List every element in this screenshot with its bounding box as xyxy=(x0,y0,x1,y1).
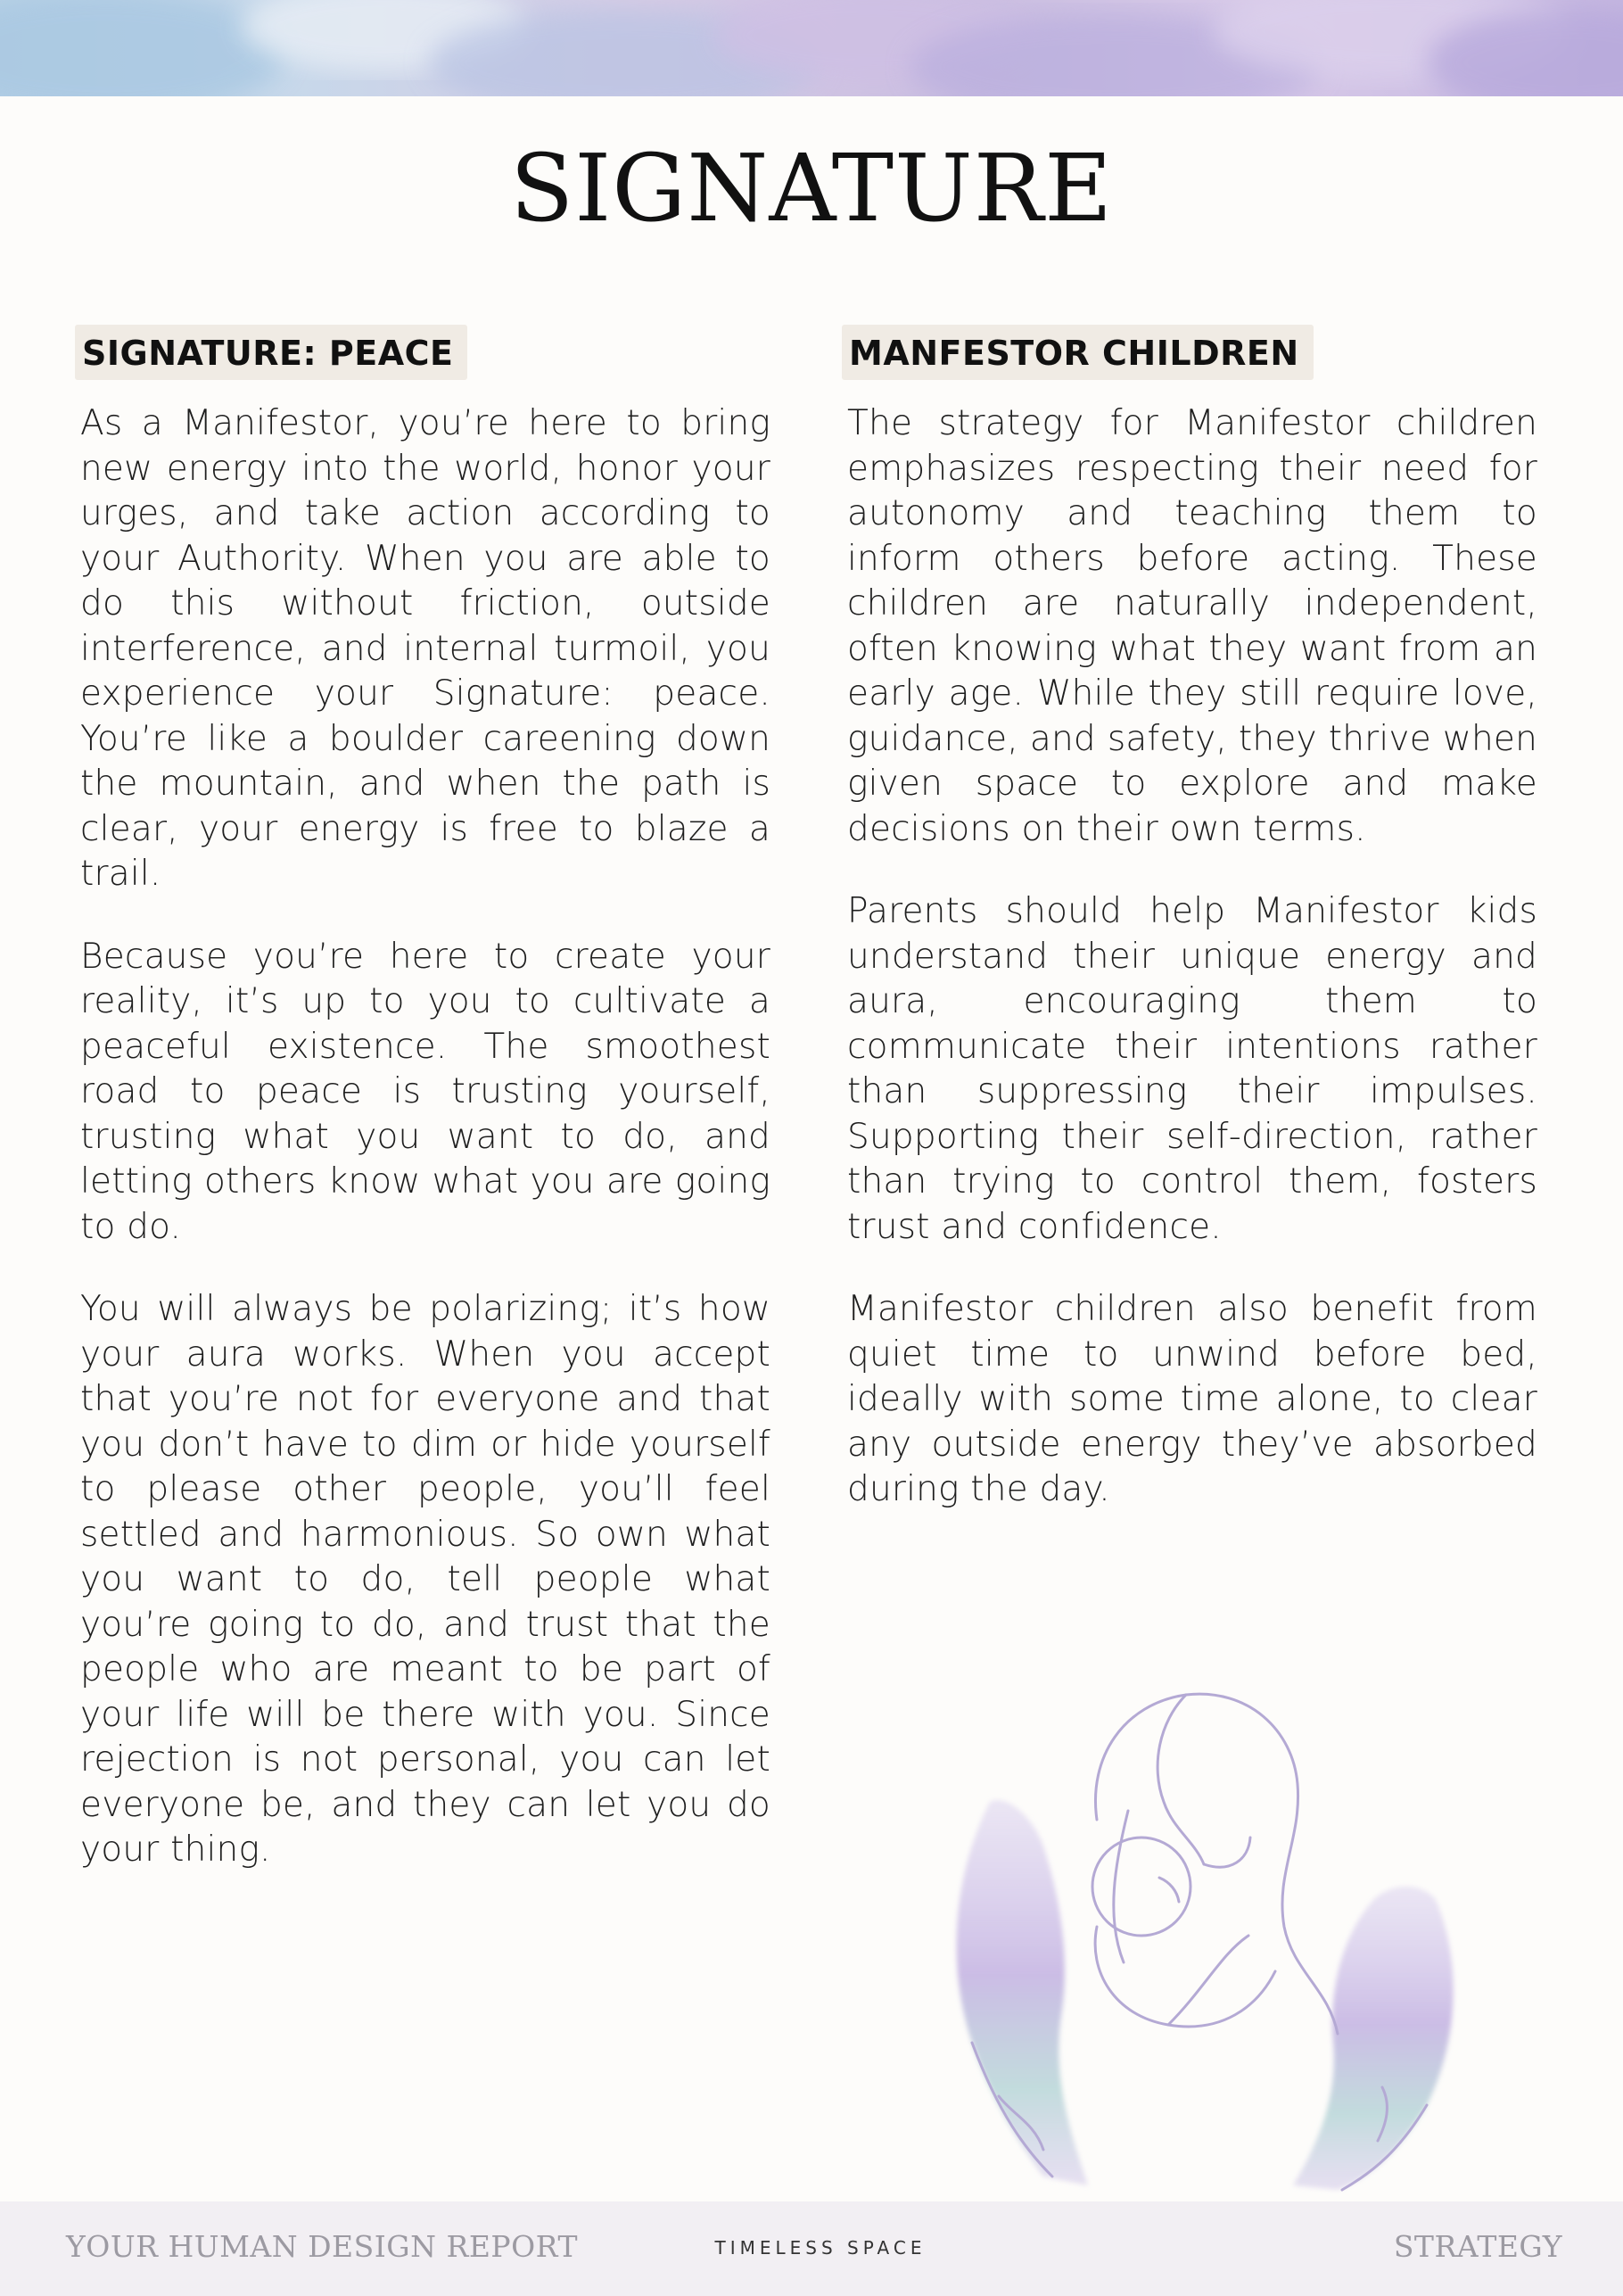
watercolor-banner-texture xyxy=(0,0,1623,96)
mother-child-hands-icon xyxy=(936,1668,1471,2194)
signature-paragraph: You will always be polarizing; it’s how your aura works. When you accept that you’re not for everyone and that you don’t have to dim or hide yourself to please other people, you’ll feel settled and harmonious. So own what you want to do, tell people what you’re going to do, and trust that the people who are meant to be part of your life will be there with you. Since rejection is not personal, you can let everyone be, and they can let you do your thing. xyxy=(80,1289,770,1870)
signature-paragraph: Because you’re here to create your reality, it’s up to you to cultivate a peaceful existence. The smoothest road to peace is trusting yourself, trusting what you want to do, and letting others know what you are going to do. xyxy=(80,936,770,1247)
footer-brand: TIMELESS SPACE xyxy=(714,2237,927,2259)
children-paragraph: Manifestor children also benefit from quiet time to unwind before bed, ideally with some time alone, to clear any outside energy they’ve absorbed during the day. xyxy=(847,1289,1537,1509)
children-heading: MANFESTOR CHILDREN xyxy=(842,325,1314,380)
children-paragraph: Parents should help Manifestor kids understand their unique energy and aura, encouraging them to communicate their intentions rather than suppressing their impulses. Supporting their self-direction, rather than trying to control them, fosters trust and confidence. xyxy=(847,891,1537,1247)
children-section xyxy=(847,325,1537,1550)
mother-child-hands-illustration xyxy=(936,1668,1471,2194)
signature-heading: SIGNATURE: PEACE xyxy=(75,325,467,380)
footer-section-label: STRATEGY xyxy=(1393,2229,1562,2264)
signature-paragraph: As a Manifestor, you’re here to bring new energy into the world, honor your urges, and take action according to your Authority. When you are able to do this without friction, outside interference, and internal turmoil, you experience your Signature: peace. You’re like a boulder careening down the mountain, and when the path is clear, your energy is free to blaze a trail. xyxy=(80,403,770,894)
children-paragraph: The strategy for Manifestor children emphasizes respecting their need for autonomy and teaching them to inform others before acting. These children are naturally independent, often knowing what they want from an early age. While they still require love, guidance, and safety, they thrive when given space to explore and make decisions on their own terms. xyxy=(847,403,1537,849)
watercolor-banner xyxy=(0,0,1623,96)
page-title: SIGNATURE xyxy=(509,134,1114,243)
footer-report-label: YOUR HUMAN DESIGN REPORT xyxy=(66,2229,578,2264)
signature-section xyxy=(80,325,770,1911)
